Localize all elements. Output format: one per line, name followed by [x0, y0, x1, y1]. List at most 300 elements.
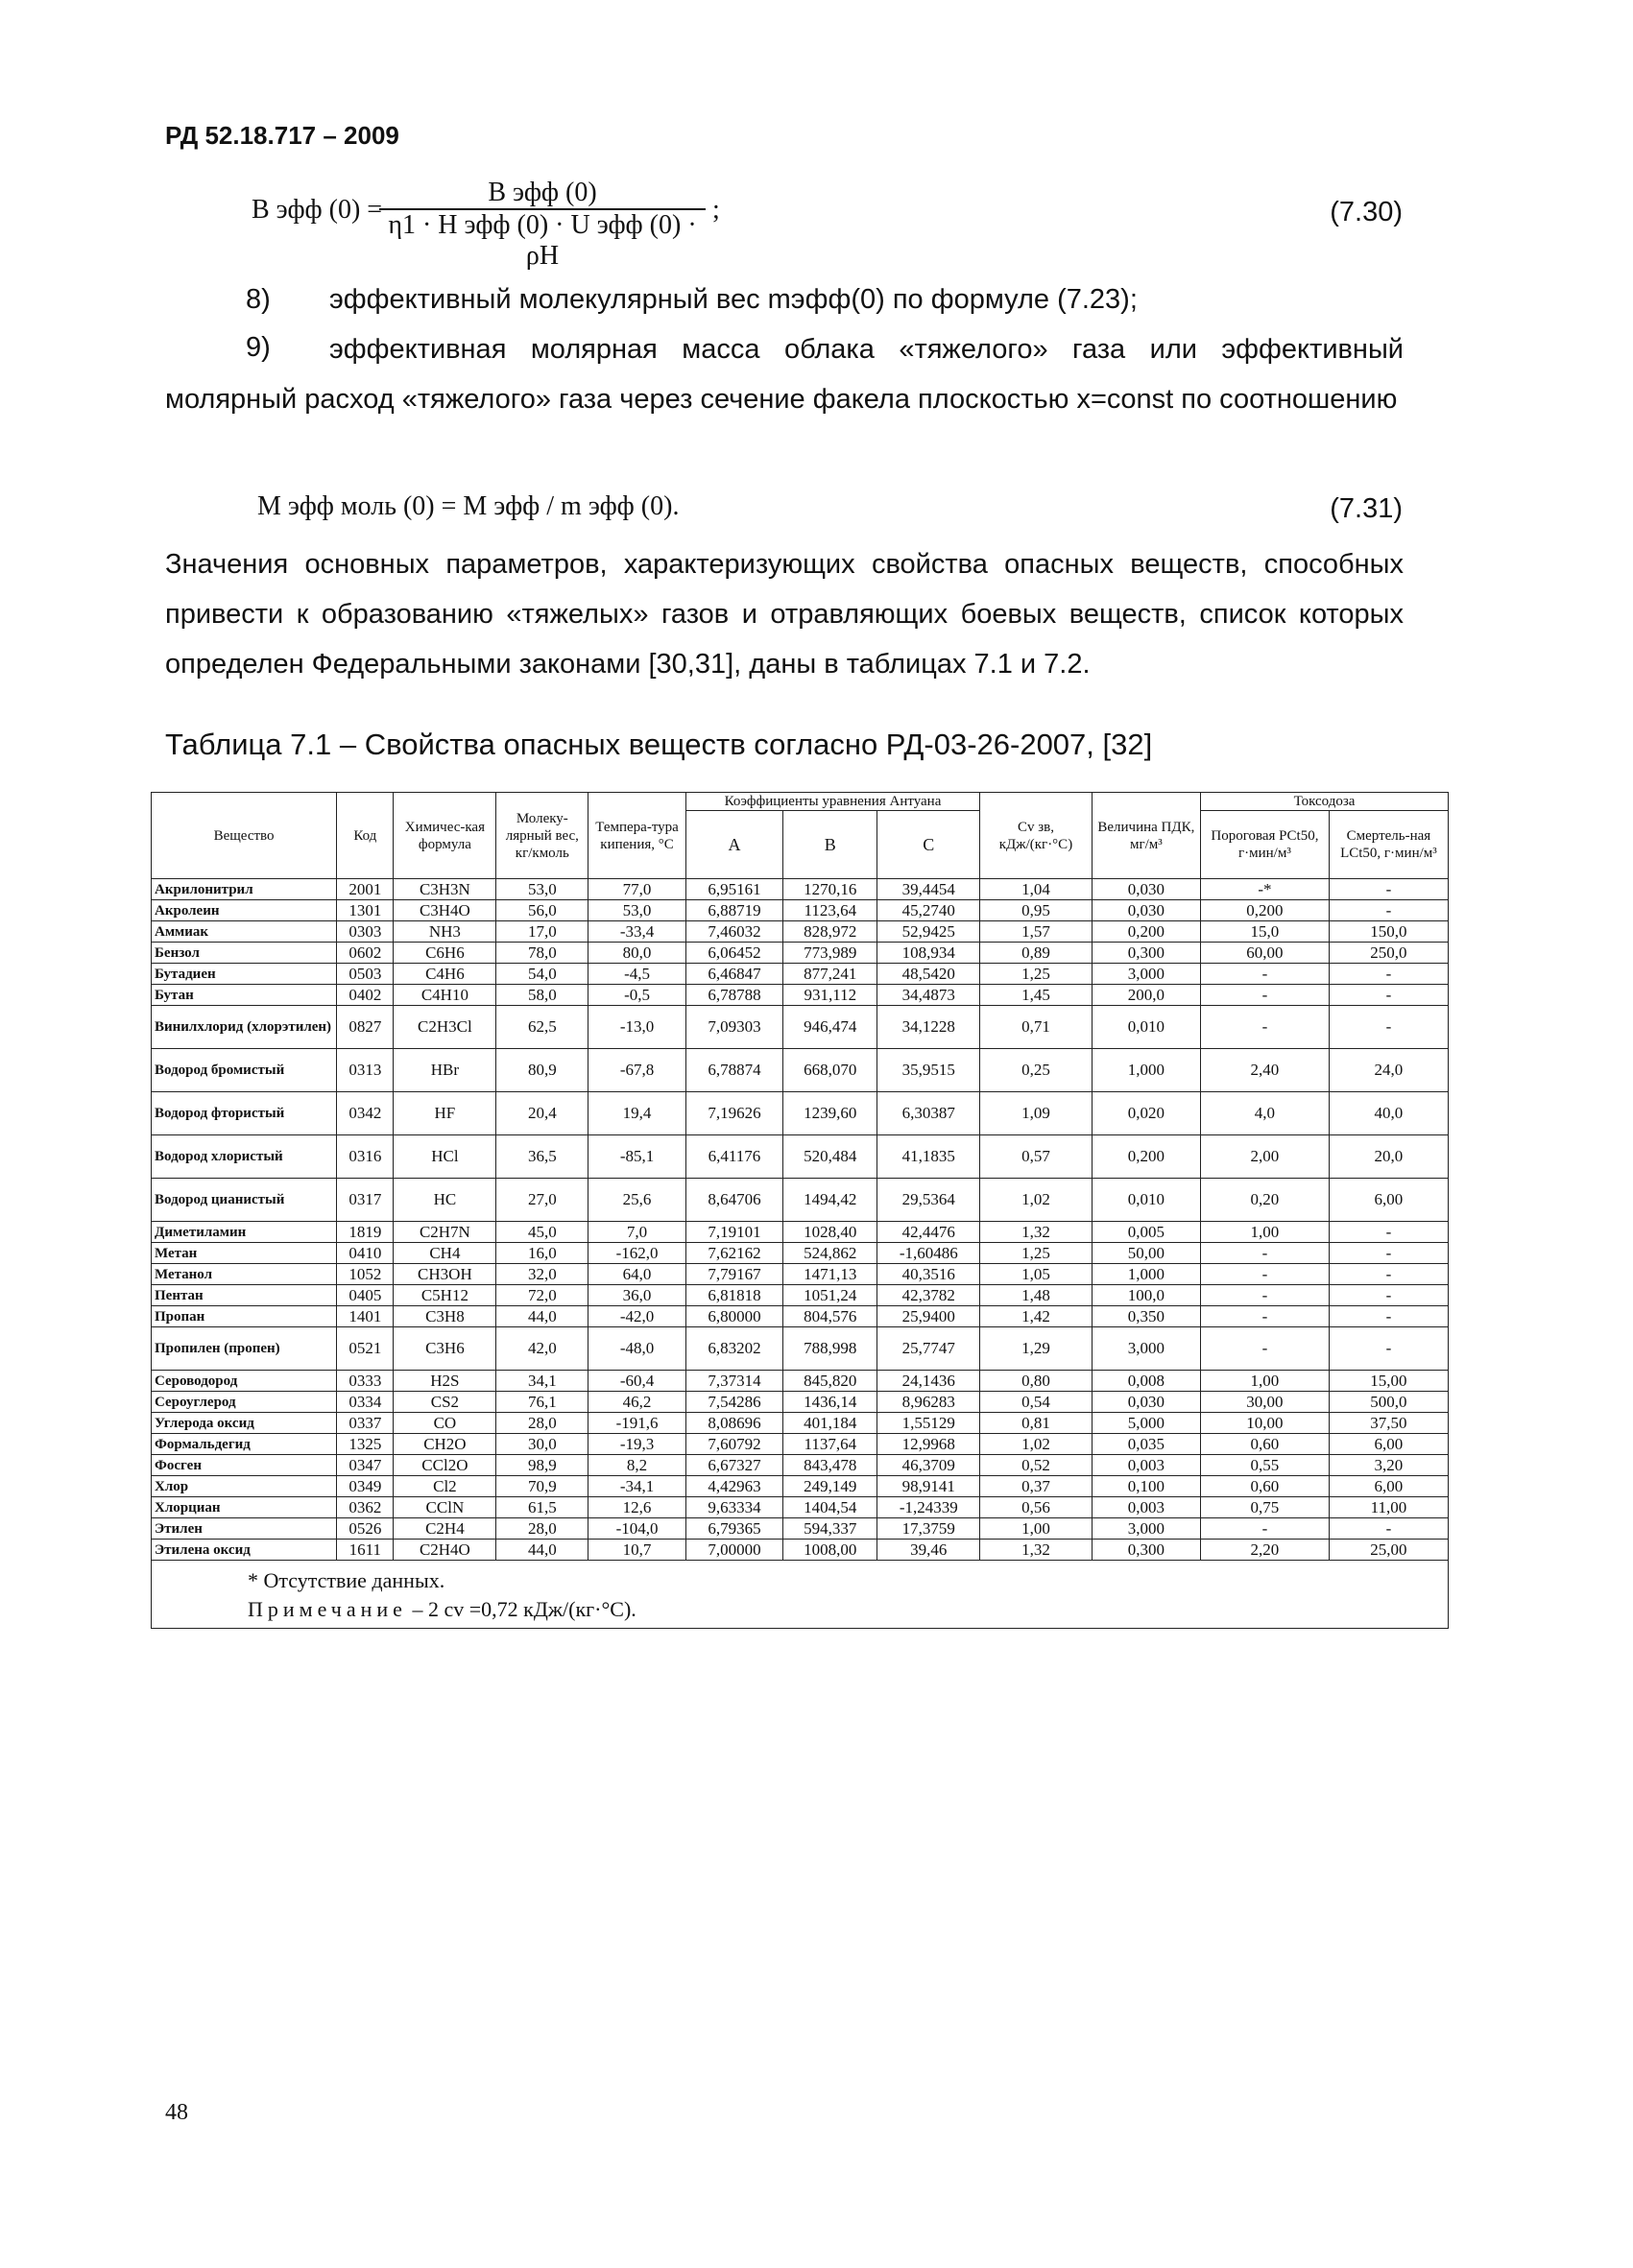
cell-threshold: 0,60	[1201, 1476, 1330, 1497]
cell-c: -1,60486	[877, 1243, 980, 1264]
cell-b: 773,989	[783, 943, 877, 964]
table-row	[152, 1222, 1449, 1243]
cell-b: 524,862	[783, 1243, 877, 1264]
cell-pdk: 0,030	[1092, 900, 1200, 921]
cell-cv: 1,42	[980, 1306, 1093, 1327]
cell-cv: 1,04	[980, 879, 1093, 900]
cell-c: 108,934	[877, 943, 980, 964]
cell-mw: 30,0	[496, 1434, 588, 1455]
cell-cv: 1,02	[980, 1434, 1093, 1455]
header-antoine-b: B	[783, 811, 877, 879]
cell-substance: Бутадиен	[152, 964, 337, 985]
cell-code: 1611	[337, 1540, 394, 1561]
cell-threshold: 1,00	[1201, 1371, 1330, 1392]
cell-formula: C3H4O	[394, 900, 496, 921]
header-boiling-point: Темпера-тура кипения, °С	[588, 793, 685, 879]
cell-lethal: -	[1329, 985, 1448, 1006]
cell-pdk: 0,030	[1092, 879, 1200, 900]
cell-threshold: -*	[1201, 879, 1330, 900]
table-row	[152, 985, 1449, 1006]
cell-code: 0349	[337, 1476, 394, 1497]
cell-c: 41,1835	[877, 1135, 980, 1179]
cell-tb: 64,0	[588, 1264, 685, 1285]
cell-threshold: -	[1201, 964, 1330, 985]
header-lethal: Смертель-ная LCt50, г·мин/м³	[1329, 811, 1448, 879]
cell-lethal: 6,00	[1329, 1434, 1448, 1455]
table-row	[152, 1243, 1449, 1264]
cell-c: 42,3782	[877, 1285, 980, 1306]
cell-threshold: 2,20	[1201, 1540, 1330, 1561]
header-cv: Cv зв, кДж/(кг·°С)	[980, 793, 1093, 879]
cell-formula: NH3	[394, 921, 496, 943]
cell-code: 0405	[337, 1285, 394, 1306]
cell-a: 6,06452	[685, 943, 782, 964]
cell-b: 1436,14	[783, 1392, 877, 1413]
cell-formula: HCl	[394, 1135, 496, 1179]
table-row	[152, 1049, 1449, 1092]
cell-pdk: 50,00	[1092, 1243, 1200, 1264]
cell-threshold: 4,0	[1201, 1092, 1330, 1135]
cell-mw: 45,0	[496, 1222, 588, 1243]
cell-c: 39,4454	[877, 879, 980, 900]
cell-c: 29,5364	[877, 1179, 980, 1222]
cell-mw: 80,9	[496, 1049, 588, 1092]
cell-lethal: -	[1329, 964, 1448, 985]
cell-cv: 0,81	[980, 1413, 1093, 1434]
table-row	[152, 1006, 1449, 1049]
cell-lethal: -	[1329, 1285, 1448, 1306]
cell-substance: Пропан	[152, 1306, 337, 1327]
header-antoine-a: A	[685, 811, 782, 879]
cell-substance: Аммиак	[152, 921, 337, 943]
cell-b: 594,337	[783, 1518, 877, 1540]
cell-mw: 20,4	[496, 1092, 588, 1135]
formula-7-30-tail: ;	[712, 195, 720, 225]
cell-tb: 53,0	[588, 900, 685, 921]
cell-tb: -34,1	[588, 1476, 685, 1497]
formula-7-30-denominator: η1 · H эфф (0) · U эфф (0) · ρH	[388, 210, 697, 271]
cell-a: 6,83202	[685, 1327, 782, 1371]
cell-a: 6,78788	[685, 985, 782, 1006]
table-row	[152, 1327, 1449, 1371]
cell-c: 24,1436	[877, 1371, 980, 1392]
header-threshold: Пороговая PCt50, г·мин/м³	[1201, 811, 1330, 879]
table-row	[152, 1264, 1449, 1285]
cell-code: 0347	[337, 1455, 394, 1476]
cell-b: 804,576	[783, 1306, 877, 1327]
cell-pdk: 200,0	[1092, 985, 1200, 1006]
cell-lethal: 3,20	[1329, 1455, 1448, 1476]
cell-mw: 78,0	[496, 943, 588, 964]
cell-tb: 46,2	[588, 1392, 685, 1413]
cell-mw: 76,1	[496, 1392, 588, 1413]
cell-a: 8,64706	[685, 1179, 782, 1222]
cell-formula: H2S	[394, 1371, 496, 1392]
cell-a: 7,19626	[685, 1092, 782, 1135]
cell-pdk: 0,350	[1092, 1306, 1200, 1327]
cell-a: 7,00000	[685, 1540, 782, 1561]
cell-b: 1123,64	[783, 900, 877, 921]
cell-threshold: 10,00	[1201, 1413, 1330, 1434]
cell-c: 34,1228	[877, 1006, 980, 1049]
cell-pdk: 3,000	[1092, 1518, 1200, 1540]
cell-a: 7,46032	[685, 921, 782, 943]
cell-code: 0334	[337, 1392, 394, 1413]
cell-mw: 27,0	[496, 1179, 588, 1222]
item-8-number: 8)	[246, 284, 271, 315]
cell-a: 7,62162	[685, 1243, 782, 1264]
cell-formula: C2H4O	[394, 1540, 496, 1561]
cell-lethal: -	[1329, 1306, 1448, 1327]
cell-code: 0402	[337, 985, 394, 1006]
cell-lethal: 24,0	[1329, 1049, 1448, 1092]
cell-a: 7,54286	[685, 1392, 782, 1413]
cell-pdk: 1,000	[1092, 1264, 1200, 1285]
cell-b: 1404,54	[783, 1497, 877, 1518]
cell-code: 0342	[337, 1092, 394, 1135]
table-row	[152, 1497, 1449, 1518]
note-text: – 2 cv =0,72 кДж/(кг·°С).	[406, 1597, 636, 1621]
cell-threshold: 15,0	[1201, 921, 1330, 943]
cell-pdk: 0,003	[1092, 1455, 1200, 1476]
cell-b: 668,070	[783, 1049, 877, 1092]
formula-7-31	[0, 489, 1633, 537]
cell-formula: C4H10	[394, 985, 496, 1006]
cell-lethal: 15,00	[1329, 1371, 1448, 1392]
cell-c: 12,9968	[877, 1434, 980, 1455]
formula-7-30-numerator: B эфф (0)	[488, 178, 597, 207]
cell-a: 6,41176	[685, 1135, 782, 1179]
cell-threshold: -	[1201, 1327, 1330, 1371]
cell-c: 39,46	[877, 1540, 980, 1561]
header-antoine-c: C	[877, 811, 980, 879]
cell-a: 7,60792	[685, 1434, 782, 1455]
cell-b: 1239,60	[783, 1092, 877, 1135]
cell-mw: 16,0	[496, 1243, 588, 1264]
cell-tb: -42,0	[588, 1306, 685, 1327]
cell-mw: 36,5	[496, 1135, 588, 1179]
cell-b: 520,484	[783, 1135, 877, 1179]
table-row	[152, 964, 1449, 985]
cell-code: 2001	[337, 879, 394, 900]
table-row	[152, 1179, 1449, 1222]
table-row	[152, 1135, 1449, 1179]
table-footnote	[151, 1561, 1449, 1629]
cell-tb: 36,0	[588, 1285, 685, 1306]
cell-substance: Акрилонитрил	[152, 879, 337, 900]
header-substance: Вещество	[152, 793, 337, 879]
table-row	[152, 1434, 1449, 1455]
cell-tb: -67,8	[588, 1049, 685, 1092]
cell-formula: CCl2O	[394, 1455, 496, 1476]
cell-mw: 72,0	[496, 1285, 588, 1306]
cell-code: 0827	[337, 1006, 394, 1049]
cell-tb: -33,4	[588, 921, 685, 943]
cell-b: 1008,00	[783, 1540, 877, 1561]
cell-c: 42,4476	[877, 1222, 980, 1243]
item-9-text: эффективная молярная масса облака «тяжелого» газа или эффективный молярный расход «тяжелого» газа через сечение факела плоскостью x=const по соотношению	[165, 334, 1404, 415]
cell-c: 52,9425	[877, 921, 980, 943]
cell-tb: 10,7	[588, 1540, 685, 1561]
cell-substance: Метан	[152, 1243, 337, 1264]
cell-b: 828,972	[783, 921, 877, 943]
cell-tb: 25,6	[588, 1179, 685, 1222]
cell-substance: Бензол	[152, 943, 337, 964]
cell-tb: 8,2	[588, 1455, 685, 1476]
cell-b: 1028,40	[783, 1222, 877, 1243]
cell-b: 788,998	[783, 1327, 877, 1371]
cell-code: 0317	[337, 1179, 394, 1222]
cell-tb: 7,0	[588, 1222, 685, 1243]
cell-formula: C3H3N	[394, 879, 496, 900]
header-molecular-weight: Молеку-лярный вес, кг/кмоль	[496, 793, 588, 879]
cell-pdk: 0,200	[1092, 921, 1200, 943]
table-row	[152, 1092, 1449, 1135]
cell-threshold: 0,200	[1201, 900, 1330, 921]
cell-c: 17,3759	[877, 1518, 980, 1540]
cell-cv: 1,32	[980, 1540, 1093, 1561]
cell-formula: CH3OH	[394, 1264, 496, 1285]
cell-lethal: 150,0	[1329, 921, 1448, 943]
cell-substance: Винилхлорид (хлорэтилен)	[152, 1006, 337, 1049]
cell-a: 6,46847	[685, 964, 782, 985]
table-7-1	[151, 792, 1449, 1629]
cell-threshold: 2,40	[1201, 1049, 1330, 1092]
cell-lethal: 500,0	[1329, 1392, 1448, 1413]
cell-b: 1471,13	[783, 1264, 877, 1285]
cell-b: 946,474	[783, 1006, 877, 1049]
cell-lethal: -	[1329, 900, 1448, 921]
cell-c: 46,3709	[877, 1455, 980, 1476]
cell-code: 0503	[337, 964, 394, 985]
table-row	[152, 943, 1449, 964]
cell-pdk: 0,008	[1092, 1371, 1200, 1392]
cell-a: 7,37314	[685, 1371, 782, 1392]
formula-7-30	[0, 178, 1633, 271]
cell-tb: 77,0	[588, 879, 685, 900]
cell-pdk: 0,100	[1092, 1476, 1200, 1497]
cell-cv: 1,29	[980, 1327, 1093, 1371]
cell-formula: C2H3Cl	[394, 1006, 496, 1049]
cell-a: 7,19101	[685, 1222, 782, 1243]
header-code: Код	[337, 793, 394, 879]
cell-b: 843,478	[783, 1455, 877, 1476]
cell-pdk: 100,0	[1092, 1285, 1200, 1306]
cell-c: 98,9141	[877, 1476, 980, 1497]
cell-formula: C5H12	[394, 1285, 496, 1306]
cell-a: 6,67327	[685, 1455, 782, 1476]
cell-c: -1,24339	[877, 1497, 980, 1518]
cell-code: 0521	[337, 1327, 394, 1371]
cell-a: 7,79167	[685, 1264, 782, 1285]
cell-formula: C3H8	[394, 1306, 496, 1327]
cell-pdk: 0,300	[1092, 943, 1200, 964]
cell-tb: 80,0	[588, 943, 685, 964]
cell-code: 0333	[337, 1371, 394, 1392]
cell-tb: -0,5	[588, 985, 685, 1006]
cell-tb: -191,6	[588, 1413, 685, 1434]
cell-formula: C2H4	[394, 1518, 496, 1540]
cell-b: 845,820	[783, 1371, 877, 1392]
cell-threshold: -	[1201, 1264, 1330, 1285]
cell-cv: 1,02	[980, 1179, 1093, 1222]
footnote-missing: * Отсутствие данных.	[248, 1568, 445, 1592]
cell-lethal: -	[1329, 1243, 1448, 1264]
cell-cv: 1,09	[980, 1092, 1093, 1135]
cell-threshold: -	[1201, 985, 1330, 1006]
cell-formula: C6H6	[394, 943, 496, 964]
cell-code: 0526	[337, 1518, 394, 1540]
cell-tb: 12,6	[588, 1497, 685, 1518]
cell-cv: 0,95	[980, 900, 1093, 921]
cell-a: 7,09303	[685, 1006, 782, 1049]
formula-7-30-fraction	[379, 178, 706, 272]
cell-c: 25,7747	[877, 1327, 980, 1371]
header-antoine: Коэффициенты уравнения Антуана	[685, 793, 979, 811]
cell-substance: Бутан	[152, 985, 337, 1006]
table-row	[152, 879, 1449, 900]
cell-code: 0410	[337, 1243, 394, 1264]
cell-pdk: 0,003	[1092, 1497, 1200, 1518]
cell-lethal: 37,50	[1329, 1413, 1448, 1434]
cell-cv: 0,37	[980, 1476, 1093, 1497]
cell-substance: Водород цианистый	[152, 1179, 337, 1222]
cell-mw: 61,5	[496, 1497, 588, 1518]
cell-tb: -13,0	[588, 1006, 685, 1049]
cell-b: 1051,24	[783, 1285, 877, 1306]
cell-mw: 44,0	[496, 1306, 588, 1327]
cell-code: 0602	[337, 943, 394, 964]
cell-substance: Акролеин	[152, 900, 337, 921]
cell-b: 877,241	[783, 964, 877, 985]
cell-mw: 98,9	[496, 1455, 588, 1476]
cell-threshold: -	[1201, 1006, 1330, 1049]
cell-b: 1270,16	[783, 879, 877, 900]
cell-pdk: 0,200	[1092, 1135, 1200, 1179]
cell-lethal: 20,0	[1329, 1135, 1448, 1179]
cell-threshold: 1,00	[1201, 1222, 1330, 1243]
cell-substance: Сероуглерод	[152, 1392, 337, 1413]
cell-threshold: -	[1201, 1285, 1330, 1306]
cell-lethal: -	[1329, 1327, 1448, 1371]
cell-pdk: 0,035	[1092, 1434, 1200, 1455]
cell-cv: 0,80	[980, 1371, 1093, 1392]
cell-lethal: -	[1329, 879, 1448, 900]
cell-a: 6,81818	[685, 1285, 782, 1306]
cell-tb: -85,1	[588, 1135, 685, 1179]
cell-mw: 17,0	[496, 921, 588, 943]
cell-lethal: -	[1329, 1518, 1448, 1540]
cell-a: 6,80000	[685, 1306, 782, 1327]
cell-a: 8,08696	[685, 1413, 782, 1434]
cell-cv: 1,32	[980, 1222, 1093, 1243]
cell-substance: Диметиламин	[152, 1222, 337, 1243]
cell-lethal: 250,0	[1329, 943, 1448, 964]
cell-substance: Пентан	[152, 1285, 337, 1306]
body-paragraph: Значения основных параметров, характеризующих свойства опасных веществ, способных привести к образованию «тяжелых» газов и отравляющих боевых веществ, список которых определен Федеральными законами [30,31], даны в таблицах 7.1 и 7.2.	[165, 549, 1404, 680]
cell-substance: Этилен	[152, 1518, 337, 1540]
cell-pdk: 0,300	[1092, 1540, 1200, 1561]
cell-tb: -60,4	[588, 1371, 685, 1392]
cell-pdk: 0,010	[1092, 1006, 1200, 1049]
formula-7-30-number: (7.30)	[1330, 197, 1403, 227]
cell-cv: 0,89	[980, 943, 1093, 964]
cell-code: 1301	[337, 900, 394, 921]
cell-tb: -104,0	[588, 1518, 685, 1540]
cell-a: 6,78874	[685, 1049, 782, 1092]
cell-tb: 19,4	[588, 1092, 685, 1135]
cell-a: 6,79365	[685, 1518, 782, 1540]
cell-b: 931,112	[783, 985, 877, 1006]
cell-pdk: 5,000	[1092, 1413, 1200, 1434]
cell-substance: Этилена оксид	[152, 1540, 337, 1561]
cell-cv: 1,25	[980, 1243, 1093, 1264]
table-row	[152, 1371, 1449, 1392]
cell-mw: 56,0	[496, 900, 588, 921]
table-row	[152, 1540, 1449, 1561]
cell-code: 0362	[337, 1497, 394, 1518]
cell-pdk: 0,010	[1092, 1179, 1200, 1222]
cell-c: 8,96283	[877, 1392, 980, 1413]
cell-a: 9,63334	[685, 1497, 782, 1518]
cell-lethal: 6,00	[1329, 1179, 1448, 1222]
cell-cv: 1,25	[980, 964, 1093, 985]
cell-mw: 42,0	[496, 1327, 588, 1371]
cell-substance: Хлорциан	[152, 1497, 337, 1518]
cell-a: 6,88719	[685, 900, 782, 921]
cell-threshold: 60,00	[1201, 943, 1330, 964]
cell-pdk: 3,000	[1092, 964, 1200, 985]
cell-lethal: -	[1329, 1264, 1448, 1285]
cell-lethal: -	[1329, 1006, 1448, 1049]
cell-tb: -48,0	[588, 1327, 685, 1371]
cell-c: 1,55129	[877, 1413, 980, 1434]
cell-code: 1819	[337, 1222, 394, 1243]
table-row	[152, 1455, 1449, 1476]
page-number: 48	[165, 2100, 188, 2125]
cell-lethal: 11,00	[1329, 1497, 1448, 1518]
cell-cv: 0,52	[980, 1455, 1093, 1476]
cell-formula: HF	[394, 1092, 496, 1135]
cell-code: 1401	[337, 1306, 394, 1327]
item-8-text: эффективный молекулярный вес mэфф(0) по формуле (7.23);	[329, 284, 1138, 315]
cell-mw: 34,1	[496, 1371, 588, 1392]
cell-threshold: 0,75	[1201, 1497, 1330, 1518]
table-caption: Таблица 7.1 – Свойства опасных веществ согласно РД-03-26-2007, [32]	[165, 728, 1153, 761]
cell-tb: -162,0	[588, 1243, 685, 1264]
cell-lethal: -	[1329, 1222, 1448, 1243]
cell-b: 1137,64	[783, 1434, 877, 1455]
cell-substance: Водород фтористый	[152, 1092, 337, 1135]
cell-lethal: 40,0	[1329, 1092, 1448, 1135]
cell-formula: CH2O	[394, 1434, 496, 1455]
cell-formula: CH4	[394, 1243, 496, 1264]
cell-c: 34,4873	[877, 985, 980, 1006]
table-body	[152, 879, 1449, 1561]
cell-threshold: -	[1201, 1243, 1330, 1264]
cell-formula: C2H7N	[394, 1222, 496, 1243]
cell-c: 48,5420	[877, 964, 980, 985]
cell-substance: Фосген	[152, 1455, 337, 1476]
cell-formula: CClN	[394, 1497, 496, 1518]
cell-pdk: 0,005	[1092, 1222, 1200, 1243]
cell-pdk: 0,030	[1092, 1392, 1200, 1413]
cell-threshold: 0,60	[1201, 1434, 1330, 1455]
table-row	[152, 1518, 1449, 1540]
cell-mw: 28,0	[496, 1518, 588, 1540]
cell-mw: 28,0	[496, 1413, 588, 1434]
cell-formula: HBr	[394, 1049, 496, 1092]
